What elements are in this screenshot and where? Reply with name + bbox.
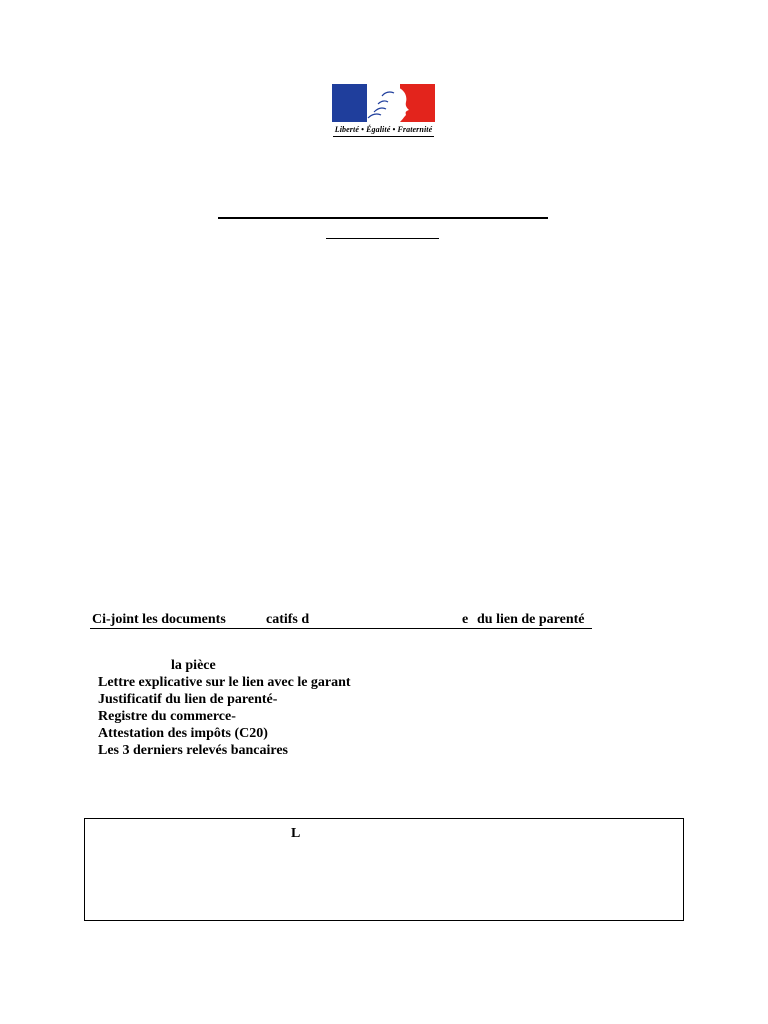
list-item: Registre du commerce- (98, 709, 236, 724)
list-item: Justificatif du lien de parenté- (98, 692, 278, 707)
list-item: Les 3 derniers relevés bancaires (98, 743, 289, 758)
heading-part: du lien de parenté (477, 612, 585, 627)
document-list (98, 674, 351, 759)
bottom-box (84, 818, 684, 921)
heading-part: e (462, 612, 469, 627)
piece-label: la pièce (171, 658, 216, 673)
subtitle-rule (326, 238, 439, 239)
box-letter: L (291, 826, 301, 841)
title-rule (218, 217, 548, 219)
logo-underline (333, 136, 434, 137)
list-item: Attestation des impôts (C20) (98, 726, 268, 741)
republique-francaise-logo (332, 84, 435, 140)
documents-heading (90, 611, 592, 629)
heading-part: Ci-joint les documents (92, 612, 226, 627)
marianne-flag-icon (332, 84, 435, 122)
motto: Liberté • Égalité • Fraternité (334, 125, 433, 134)
list-item: Lettre explicative sur le lien avec le garant (98, 675, 351, 690)
heading-part: catifs d (266, 612, 310, 627)
